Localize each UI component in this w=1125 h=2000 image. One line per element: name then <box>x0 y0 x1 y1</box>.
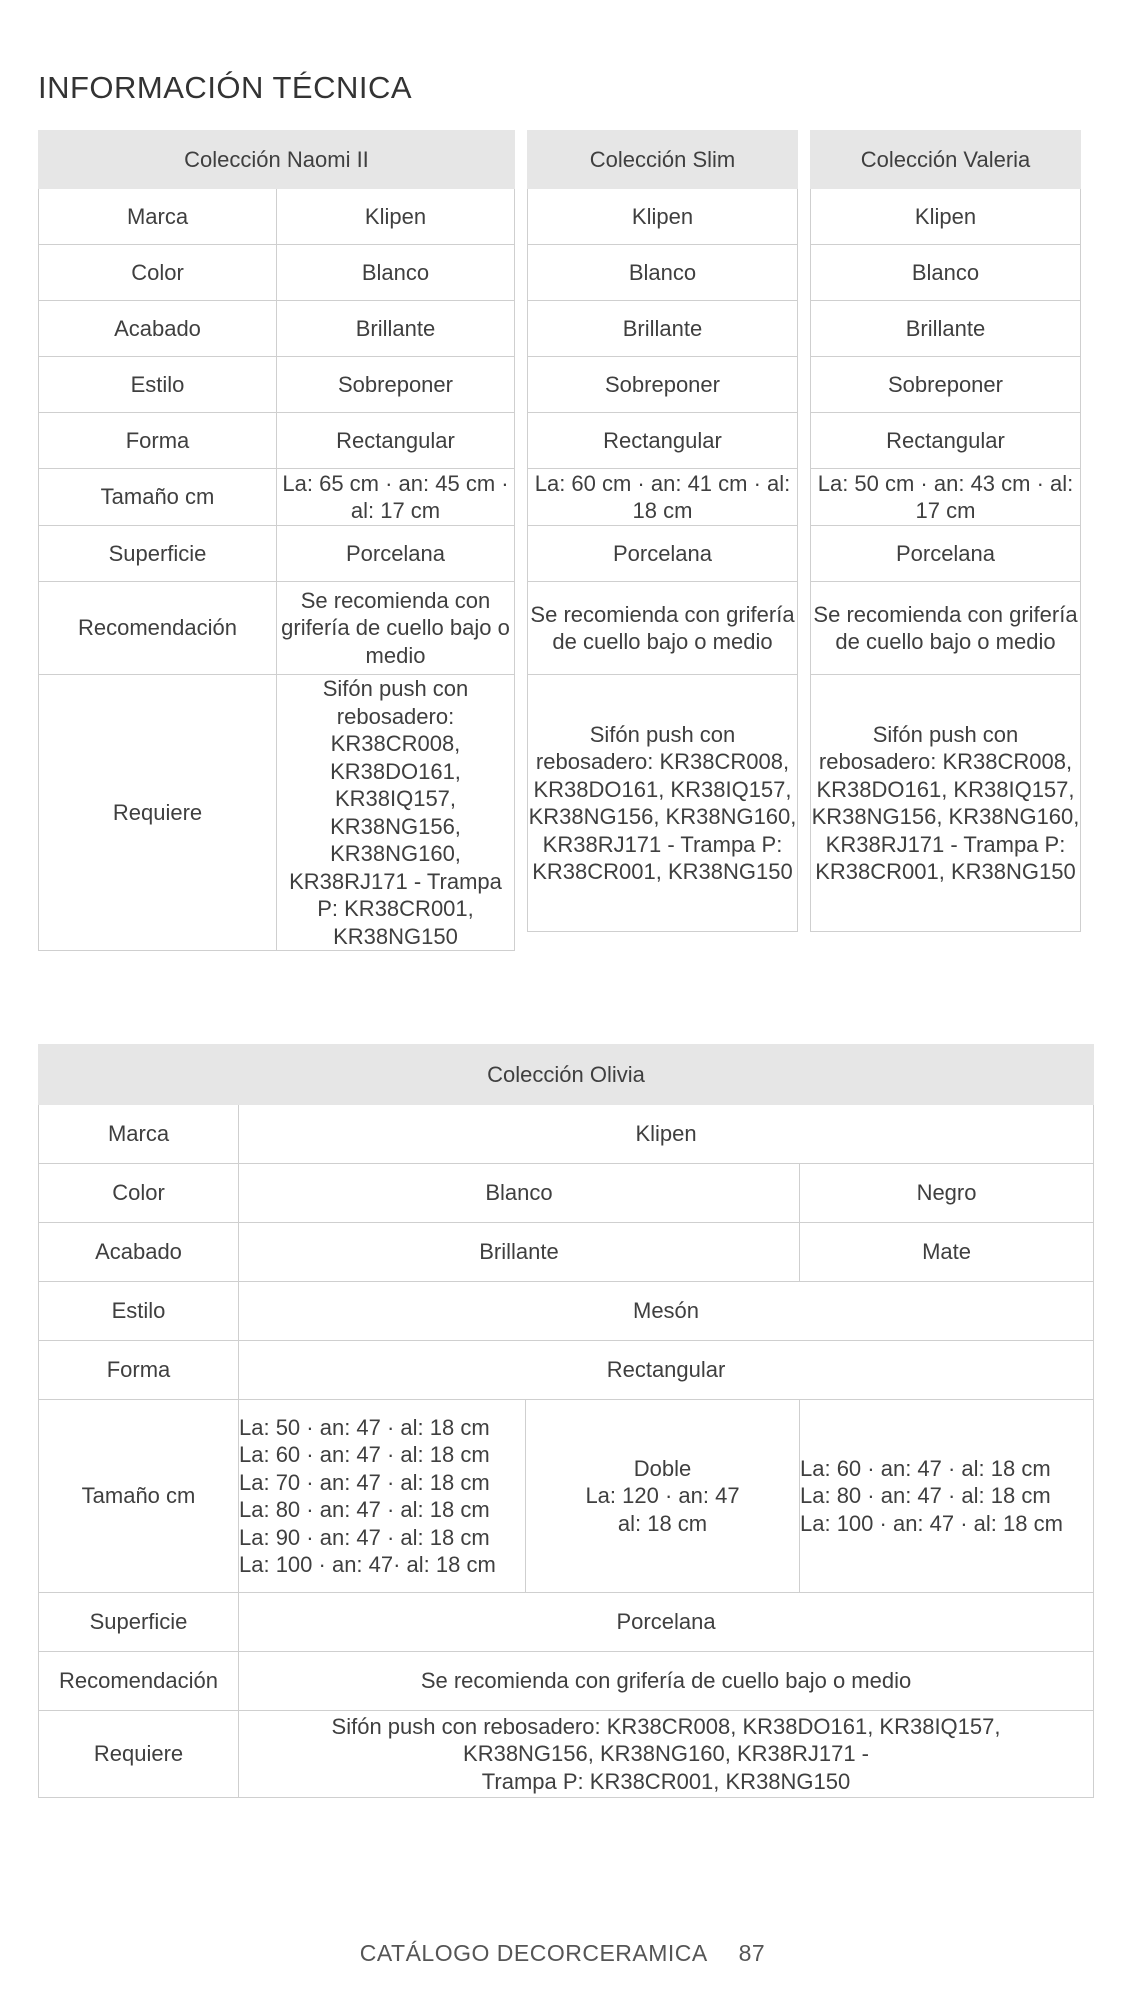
table-row <box>39 469 515 526</box>
acabado-mate: Mate <box>800 1223 1094 1282</box>
text-line: La: 90 · an: 47 · al: 18 cm <box>239 1524 490 1550</box>
table-row <box>528 526 798 582</box>
row-label: Superficie <box>39 526 277 582</box>
row-value: Brillante <box>277 301 515 357</box>
table-row <box>39 1652 1094 1711</box>
row-value: Porcelana <box>528 526 798 582</box>
table-row <box>811 526 1081 582</box>
acabado-brillante: Brillante <box>239 1223 800 1282</box>
table-row <box>528 469 798 526</box>
table-row <box>39 1282 1094 1341</box>
table-row <box>528 413 798 469</box>
spec-table-1 <box>527 130 798 932</box>
row-value: La: 60 cm · an: 41 cm · al: 18 cm <box>528 469 798 526</box>
text-line: La: 70 · an: 47 · al: 18 cm <box>239 1469 490 1495</box>
table-row <box>811 413 1081 469</box>
row-value: Sifón push con rebosadero: KR38CR008, KR38DO161, KR38IQ157, KR38NG156, KR38NG160, KR38RJ171 - Trampa P: KR38CR001, KR38NG150 <box>277 675 515 951</box>
row-label: Forma <box>39 413 277 469</box>
footer <box>0 1940 1125 1967</box>
row-label: Recomendación <box>39 1652 239 1711</box>
collection-header: Colección Olivia <box>39 1045 1094 1105</box>
row-value: Sobreponer <box>277 357 515 413</box>
row-value: Brillante <box>811 301 1081 357</box>
text-line: La: 80 · an: 47 · al: 18 cm <box>800 1483 1051 1509</box>
table-row <box>528 301 798 357</box>
row-label: Acabado <box>39 301 277 357</box>
olivia-spec-table <box>38 1044 1094 1798</box>
collection-header: Colección Naomi II <box>39 131 515 189</box>
table-row <box>528 675 798 932</box>
table-row <box>39 1341 1094 1400</box>
row-label: Requiere <box>39 675 277 951</box>
row-label: Requiere <box>39 1711 239 1798</box>
row-label: Estilo <box>39 1282 239 1341</box>
row-label: Color <box>39 1164 239 1223</box>
table-row <box>811 357 1081 413</box>
row-value: La: 65 cm · an: 45 cm · al: 17 cm <box>277 469 515 526</box>
table-row <box>528 582 798 675</box>
table-row <box>39 357 515 413</box>
table-row <box>39 526 515 582</box>
row-value: Sobreponer <box>528 357 798 413</box>
row-label: Estilo <box>39 357 277 413</box>
row-value: Se recomienda con grifería de cuello bajo o medio <box>239 1652 1094 1711</box>
sizes-blanco <box>239 1400 526 1593</box>
text-line: Doble <box>633 1455 692 1481</box>
row-value: Rectangular <box>528 413 798 469</box>
table-row <box>39 1400 1094 1593</box>
text-line: La: 120 · an: 47 <box>585 1483 740 1509</box>
text-line: La: 80 · an: 47 · al: 18 cm <box>239 1497 490 1522</box>
row-value: Blanco <box>811 245 1081 301</box>
table-row <box>811 301 1081 357</box>
row-value: Blanco <box>528 245 798 301</box>
spec-table-2 <box>810 130 1081 932</box>
catalog-name: CATÁLOGO DECORCERAMICA <box>359 1940 708 1966</box>
row-label: Recomendación <box>39 582 277 675</box>
text-line: La: 60 · an: 47 · al: 18 cm <box>800 1455 1051 1481</box>
collection-header: Colección Valeria <box>811 131 1081 189</box>
table-row <box>528 357 798 413</box>
color-blanco: Blanco <box>239 1164 800 1223</box>
row-value: La: 50 cm · an: 43 cm · al: 17 cm <box>811 469 1081 526</box>
row-label: Acabado <box>39 1223 239 1282</box>
text-line: KR38NG156, KR38NG160, KR38RJ171 - <box>463 1741 870 1767</box>
page-title: INFORMACIÓN TÉCNICA <box>38 70 413 105</box>
row-label: Tamaño cm <box>39 469 277 526</box>
row-value: Brillante <box>528 301 798 357</box>
table-row <box>39 1593 1094 1652</box>
row-value: Klipen <box>528 189 798 245</box>
text-line: La: 60 · an: 47 · al: 18 cm <box>239 1442 490 1467</box>
row-value: Rectangular <box>239 1341 1094 1400</box>
text-line: Trampa P: KR38CR001, KR38NG150 <box>481 1768 851 1794</box>
row-value: Porcelana <box>277 526 515 582</box>
row-value: Se recomienda con grifería de cuello bajo o medio <box>811 582 1081 675</box>
row-label: Marca <box>39 1105 239 1164</box>
row-value: Rectangular <box>811 413 1081 469</box>
text-line: La: 100 · an: 47· al: 18 cm <box>239 1552 496 1577</box>
table-row <box>39 413 515 469</box>
text-line: La: 100 · an: 47 · al: 18 cm <box>800 1510 1063 1536</box>
page-number: 87 <box>738 1940 766 1966</box>
table-row <box>39 301 515 357</box>
row-value: Sobreponer <box>811 357 1081 413</box>
row-value: Sifón push con rebosadero: KR38CR008, KR38DO161, KR38IQ157, KR38NG156, KR38NG160, KR38RJ171 - Trampa P: KR38CR001, KR38NG150 <box>528 675 798 932</box>
row-value: Porcelana <box>239 1593 1094 1652</box>
table-row <box>528 245 798 301</box>
row-label: Marca <box>39 189 277 245</box>
row-value <box>239 1711 1094 1798</box>
table-row <box>39 189 515 245</box>
table-row <box>811 582 1081 675</box>
row-value: Sifón push con rebosadero: KR38CR008, KR38DO161, KR38IQ157, KR38NG156, KR38NG160, KR38RJ171 - Trampa P: KR38CR001, KR38NG150 <box>811 675 1081 932</box>
collection-header: Colección Slim <box>528 131 798 189</box>
sizes-negro <box>800 1400 1094 1593</box>
row-label: Forma <box>39 1341 239 1400</box>
row-value: Se recomienda con grifería de cuello bajo o medio <box>277 582 515 675</box>
table-row <box>39 245 515 301</box>
row-value: Se recomienda con grifería de cuello bajo o medio <box>528 582 798 675</box>
table-row <box>39 1223 1094 1282</box>
text-line: Sifón push con rebosadero: KR38CR008, KR38DO161, KR38IQ157, <box>331 1713 1001 1739</box>
text-line: al: 18 cm <box>617 1510 708 1536</box>
table-row <box>39 1105 1094 1164</box>
sizes-doble <box>526 1400 800 1593</box>
table-row <box>39 1164 1094 1223</box>
row-label: Superficie <box>39 1593 239 1652</box>
row-label: Tamaño cm <box>39 1400 239 1593</box>
table-row <box>811 189 1081 245</box>
row-value: Klipen <box>277 189 515 245</box>
table-row <box>528 189 798 245</box>
table-row <box>39 675 515 951</box>
row-value: Blanco <box>277 245 515 301</box>
row-value: Klipen <box>811 189 1081 245</box>
row-value: Klipen <box>239 1105 1094 1164</box>
table-row <box>39 582 515 675</box>
table-row <box>811 469 1081 526</box>
table-row <box>811 675 1081 932</box>
row-label: Color <box>39 245 277 301</box>
row-value: Porcelana <box>811 526 1081 582</box>
table-row <box>39 1711 1094 1798</box>
row-value: Mesón <box>239 1282 1094 1341</box>
color-negro: Negro <box>800 1164 1094 1223</box>
text-line: La: 50 · an: 47 · al: 18 cm <box>239 1414 490 1440</box>
spec-table-0 <box>38 130 515 951</box>
row-value: Rectangular <box>277 413 515 469</box>
table-row <box>811 245 1081 301</box>
